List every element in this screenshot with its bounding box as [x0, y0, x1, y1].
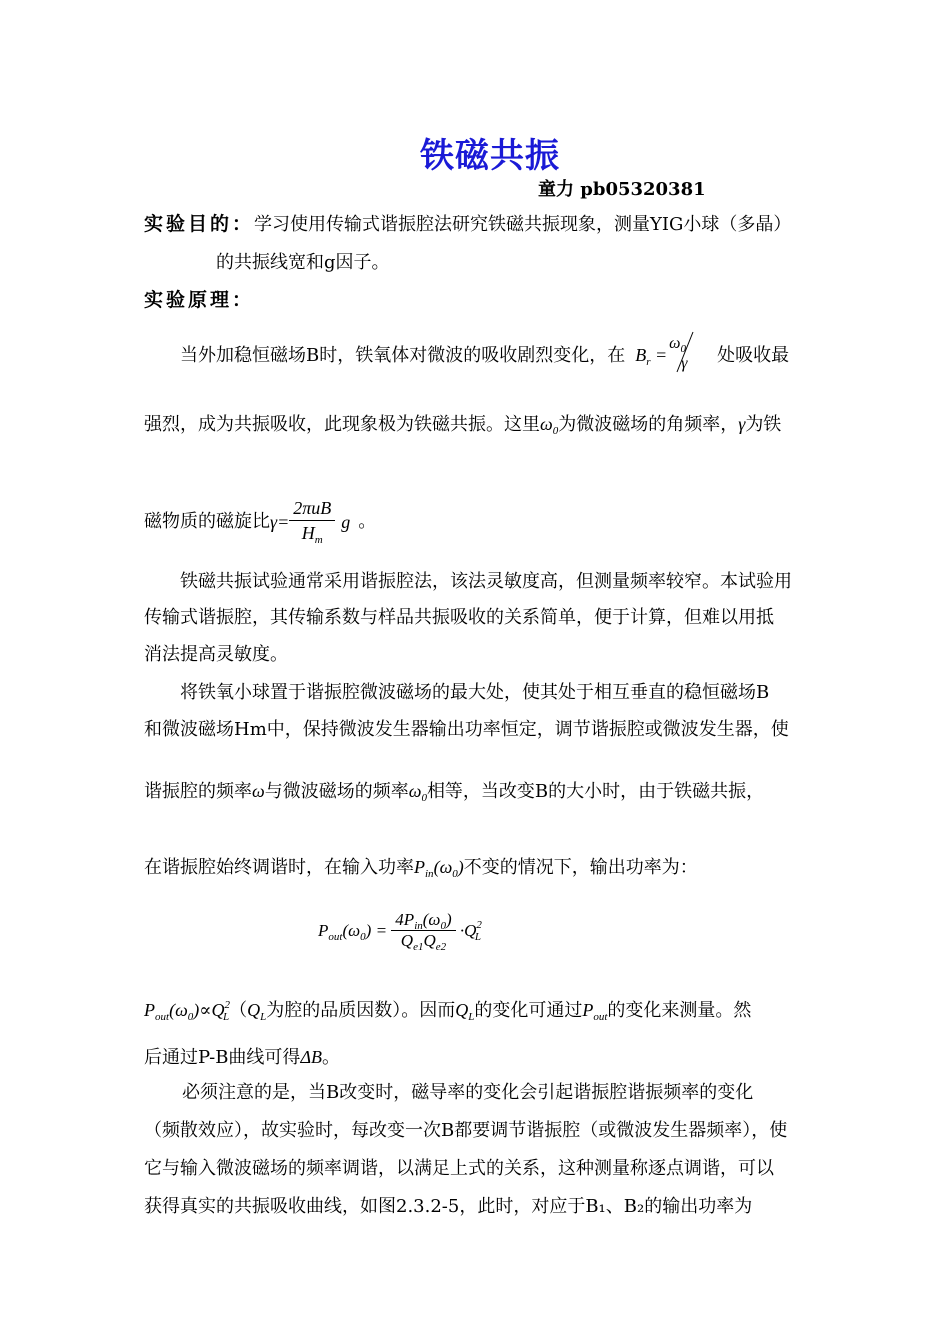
paragraph-2-line-1: 铁磁共振试验通常采用谐振腔法，该法灵敏度高，但测量频率较窄。本试验用	[180, 571, 792, 592]
formula-gyromagnetic-ratio: $\frac{\text{2πuB}}{H_m}$	[289, 496, 335, 548]
paragraph-4-line-2: 后通过P-B曲线可得ΔB。	[144, 1047, 340, 1068]
purpose-line-1	[144, 212, 791, 237]
paragraph-1-line-3: 磁物质的磁旋比γ= $\frac{\text{2πuB}}{H_m}$ g 。	[144, 498, 377, 546]
paragraph-3-line-4: 在谐振腔始终调谐时，在输入功率$P_{in}(\omega_0)$不变的情况下，输出功率为：	[144, 857, 698, 880]
display-equation-pout: $P_{out}(\omega_0)$ = $\frac{4P_{in}(\omega_0)}{Q_{e1}Q_{e2}}$ $\cdot Q^2_L$	[318, 910, 482, 953]
paragraph-4-line-1: $P_{out}(\omega_0)\propto Q^2_L(Q_L$为腔的品质因数）。因而$Q_L$的变化可通过$P_{out}$的变化来测量。然	[144, 999, 752, 1023]
paragraph-5-line-1: 必须注意的是，当B改变时，磁导率的变化会引起谐振腔谐振频率的变化	[182, 1082, 754, 1103]
page-title: 铁磁共振	[420, 136, 560, 176]
purpose-text-1: 学习使用传输式谐振腔法研究铁磁共振现象，测量YIG小球（多晶）	[254, 214, 792, 235]
paragraph-2-line-2: 传输式谐振腔，其传输系数与样品共振吸收的关系简单，便于计算，但难以用抵	[144, 607, 774, 628]
formula-omega-over-gamma: $\omega_0$ γ	[667, 338, 707, 374]
principle-heading: 实验原理：	[144, 289, 255, 311]
paragraph-5-line-2: （频散效应），故实验时，每改变一次B都要调节谐振腔（或微波发生器频率），使	[144, 1120, 788, 1141]
purpose-text-2: 的共振线宽和g因子。	[216, 252, 390, 273]
formula-omega0: $\omega_0$	[540, 414, 559, 437]
purpose-heading: 实验目的：	[144, 213, 255, 235]
paragraph-3-line-1: 将铁氧小球置于谐振腔微波磁场的最大处，使其处于相互垂直的稳恒磁场B	[180, 682, 770, 703]
paragraph-2-line-3: 消法提高灵敏度。	[144, 644, 288, 665]
author-line: 童力 pb05320381	[538, 179, 706, 200]
paragraph-1-line-2: 强烈，成为共振吸收，此现象极为铁磁共振。这里$\omega_0$为微波磁场的角频率，γ为铁	[144, 414, 782, 437]
paragraph-1-line-1: 当外加稳恒磁场B时，铁氧体对微波的吸收剧烈变化，在 $B_r$ = $\omega_0$ γ 处吸收最	[180, 338, 789, 374]
paragraph-5-line-4: 获得真实的共振吸收曲线，如图2.3.2-5，此时，对应于B₁、B₂的输出功率为	[144, 1196, 753, 1217]
formula-br: $B_r$ =	[635, 345, 668, 368]
paragraph-3-line-2: 和微波磁场Hm中，保持微波发生器输出功率恒定，调节谐振腔或微波发生器，使	[144, 719, 789, 740]
formula-pin: $P_{in}(\omega_0)$	[414, 857, 464, 880]
equation-fraction: $\frac{4P_{in}(\omega_0)}{Q_{e1}Q_{e2}}$	[391, 910, 455, 951]
paragraph-3-line-3: 谐振腔的频率ω与微波磁场的频率$\omega_0$相等，当改变B的大小时，由于铁磁共振，	[144, 781, 765, 804]
paragraph-5-line-3: 它与输入微波磁场的频率调谐，以满足上式的关系，这种测量称逐点调谐，可以	[144, 1158, 774, 1179]
